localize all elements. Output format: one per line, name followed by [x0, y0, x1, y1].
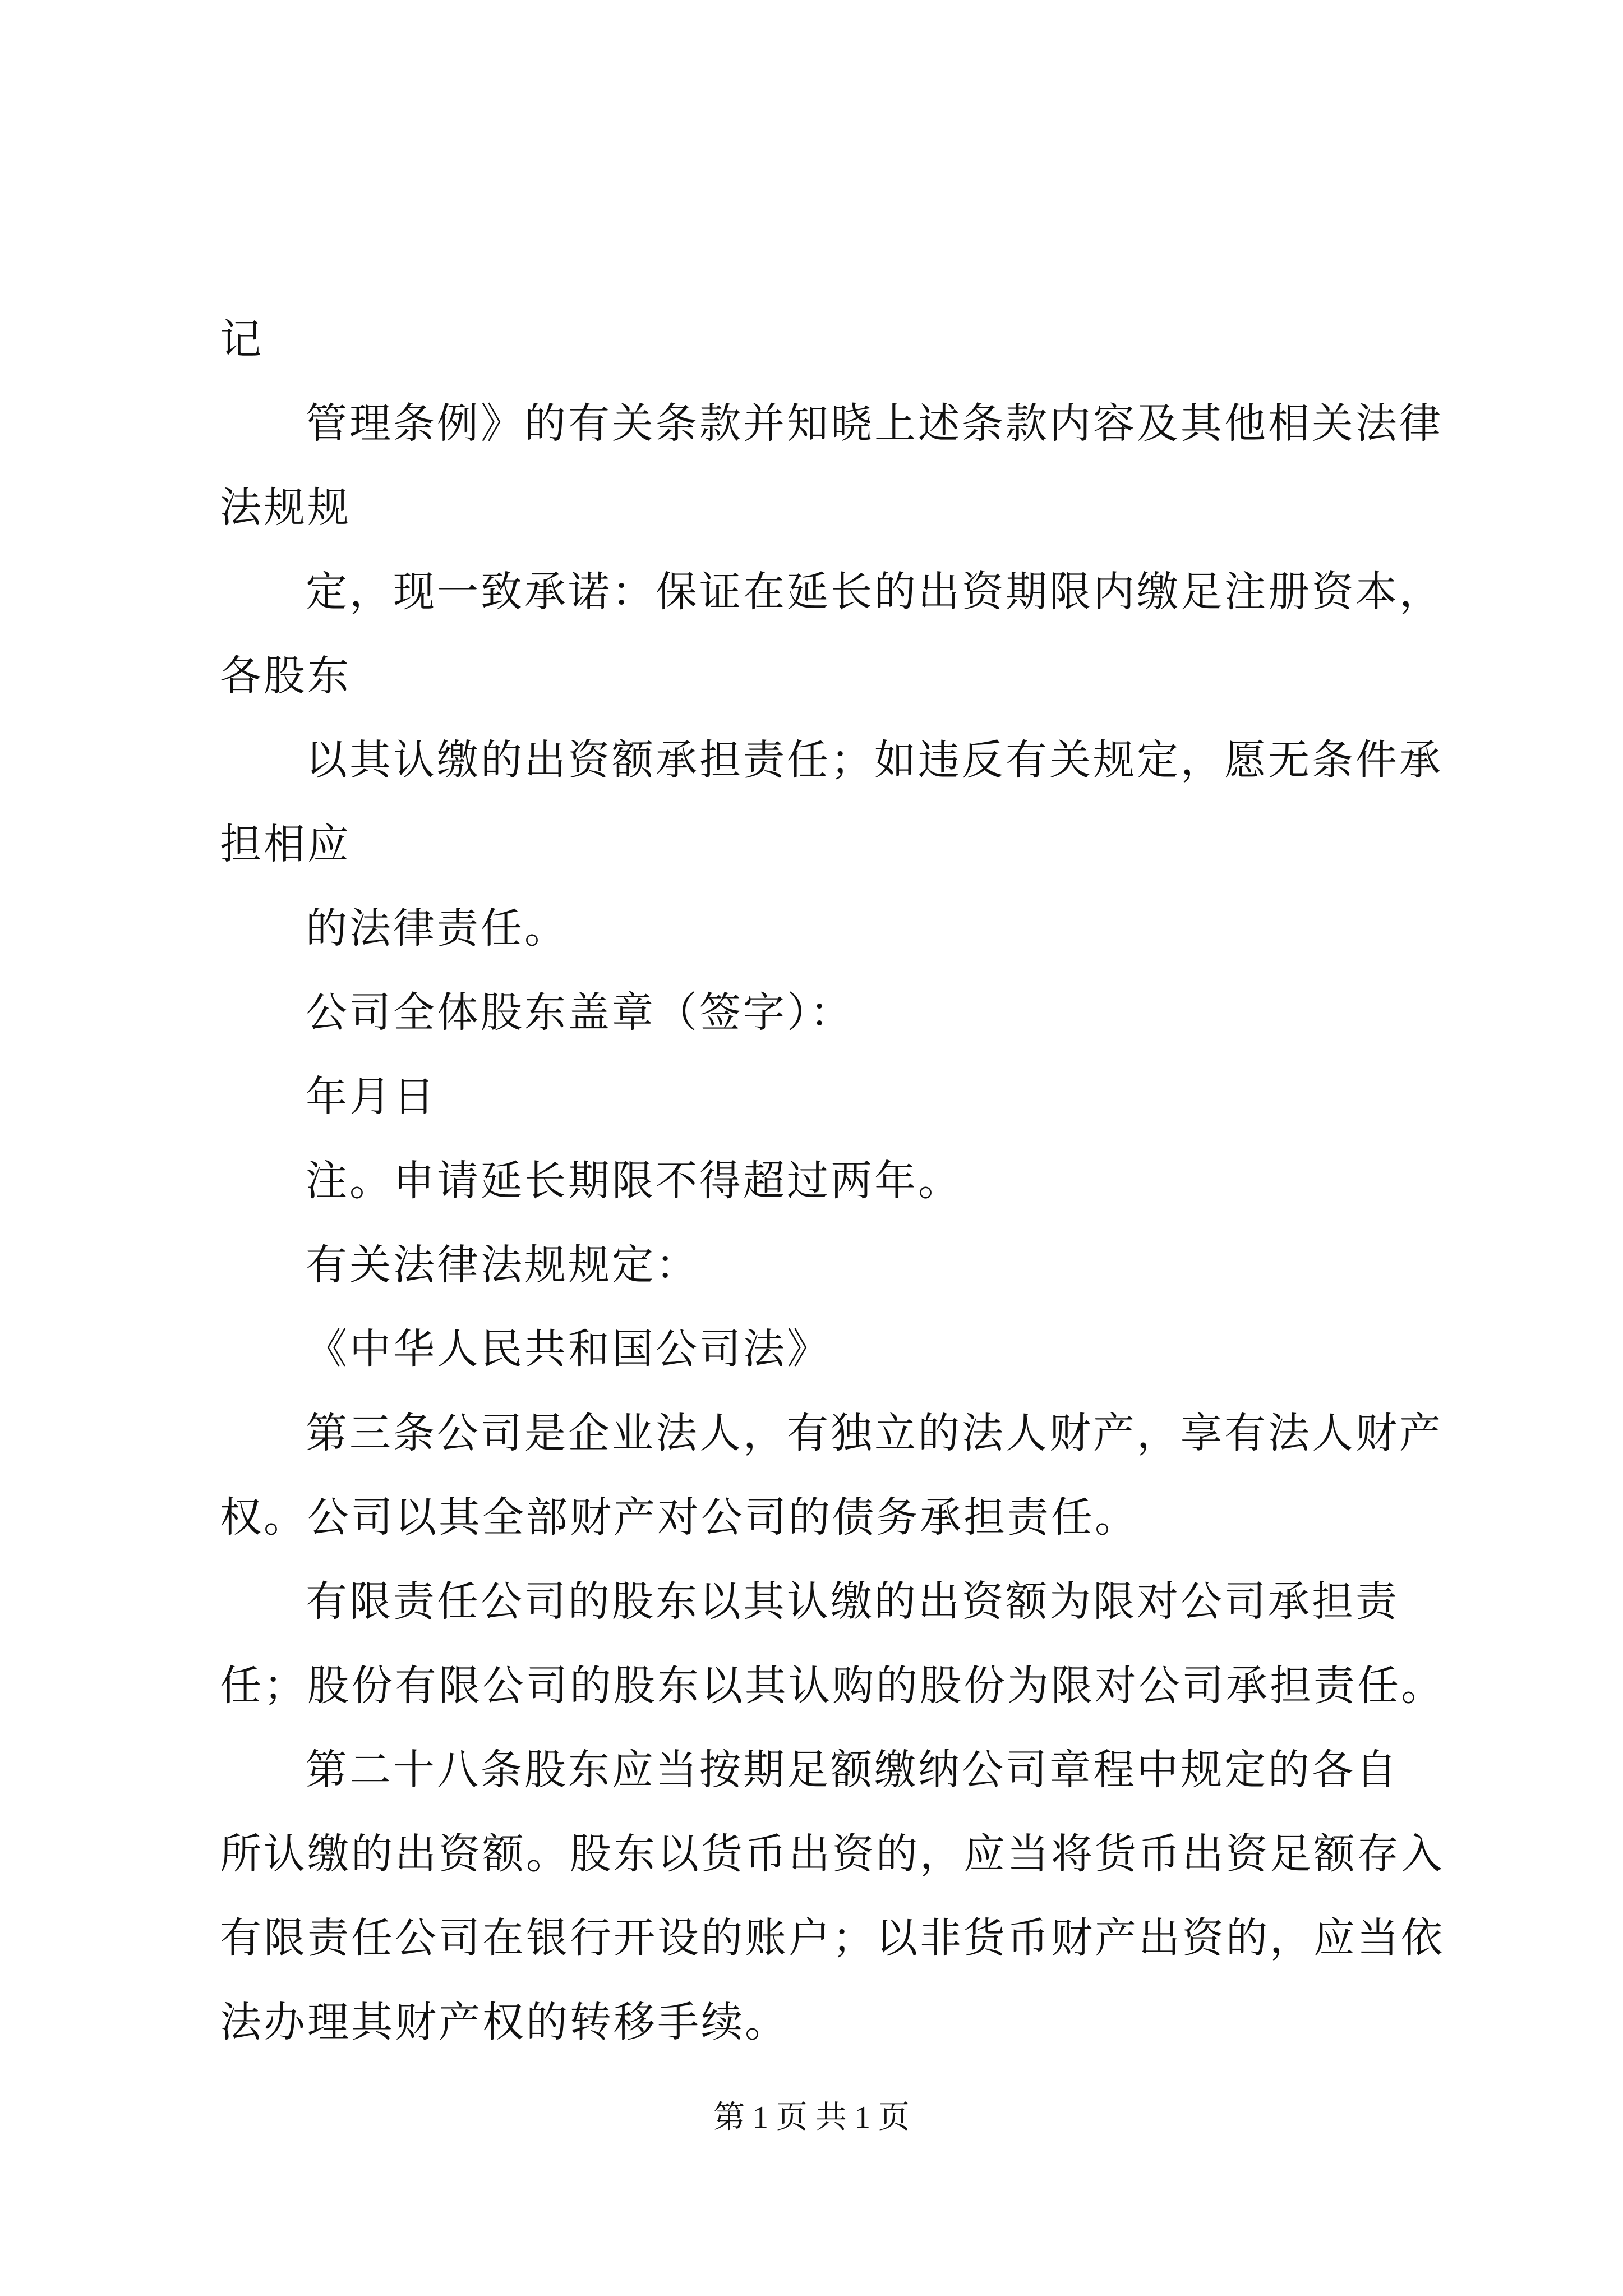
- text-line: 第二十八条股东应当按期足额缴纳公司章程中规定的各自: [306, 1746, 1399, 1794]
- text-line: 有限责任公司的股东以其认缴的出资额为限对公司承担责: [306, 1577, 1399, 1626]
- page-footer: 第 1 页 共 1 页: [713, 2100, 910, 2135]
- text-line: 定，现一致承诺：保证在延长的出资期限内缴足注册资本，: [306, 568, 1443, 616]
- section-heading: 有关法律法规规定：: [306, 1241, 699, 1289]
- date-label: 年月日: [306, 1073, 437, 1121]
- text-line: 权。公司以其全部财产对公司的债务承担责任。: [220, 1493, 1138, 1542]
- signature-label: 公司全体股东盖章（签字）：: [306, 988, 854, 1037]
- text-line: 法办理其财产权的转移手续。: [220, 1998, 789, 2046]
- text-line: 以其认缴的出资额承担责任；如违反有关规定，愿无条件承: [306, 736, 1443, 784]
- law-title: 《中华人民共和国公司法》: [306, 1325, 831, 1373]
- note-line: 注。申请延长期限不得超过两年。: [306, 1157, 962, 1205]
- text-line: 各股东: [220, 652, 351, 700]
- text-line: 管理条例》的有关条款并知晓上述条款内容及其他相关法律: [306, 399, 1443, 448]
- text-line: 所认缴的出资额。股东以货币出资的，应当将货币出资足额存入: [220, 1830, 1445, 1878]
- text-line: 法规规: [220, 484, 351, 532]
- text-line: 任；股份有限公司的股东以其认购的股份为限对公司承担责任。: [220, 1662, 1445, 1710]
- text-line: 担相应: [220, 820, 351, 868]
- text-line: 第三条公司是企业法人，有独立的法人财产，享有法人财产: [306, 1409, 1443, 1457]
- text-line: 有限责任公司在银行开设的账户；以非货币财产出资的，应当依: [220, 1914, 1445, 1962]
- text-line: 记: [220, 315, 264, 364]
- text-line: 的法律责任。: [306, 904, 568, 953]
